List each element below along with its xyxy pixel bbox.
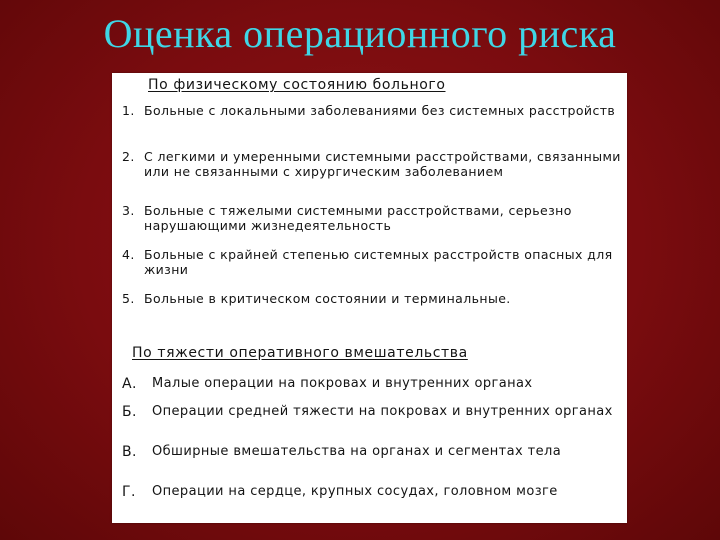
item-text: Операции средней тяжести на покровах и внутренних органах [152, 404, 613, 419]
list-item [122, 445, 622, 459]
list-item [122, 103, 622, 118]
item-text: Обширные вмешательства на органах и сегментах тела [152, 444, 562, 459]
list-item [122, 291, 622, 306]
item-letter: Б. [122, 404, 137, 420]
section-heading-surgery-severity: По тяжести оперативного вмешательства [132, 345, 468, 361]
list-item [122, 405, 622, 419]
list-item [122, 247, 622, 277]
item-number: 2. [122, 149, 135, 164]
item-text: Операции на сердце, крупных сосудах, головном мозге [152, 484, 558, 499]
item-text: Больные с локальными заболеваниями без системных расстройств [144, 103, 616, 118]
list-item [122, 149, 622, 179]
item-text: Больные в критическом состоянии и терминальные. [144, 291, 511, 306]
item-letter: В. [122, 444, 137, 460]
item-text: Больные с тяжелыми системными расстройствами, серьезно нарушающими жизнедеятельность [144, 203, 572, 233]
item-number: 1. [122, 103, 135, 118]
item-number: 4. [122, 247, 135, 262]
item-letter: Г. [122, 484, 136, 500]
list-item [122, 485, 622, 499]
item-number: 3. [122, 203, 135, 218]
slide-title: Оценка операционного риска [103, 11, 617, 56]
list-item [122, 377, 622, 391]
item-text: Больные с крайней степенью системных расстройств опасных для жизни [144, 247, 613, 277]
item-text: С легкими и умеренными системными расстройствами, связанными или не связанными с хирургическим заболеванием [144, 149, 621, 179]
section-heading-physical-state: По физическому состоянию больного [148, 77, 446, 93]
list-item [122, 203, 622, 233]
item-letter: А. [122, 376, 137, 392]
item-number: 5. [122, 291, 135, 306]
item-text: Малые операции на покровах и внутренних органах [152, 376, 533, 391]
scanned-document [112, 73, 627, 523]
